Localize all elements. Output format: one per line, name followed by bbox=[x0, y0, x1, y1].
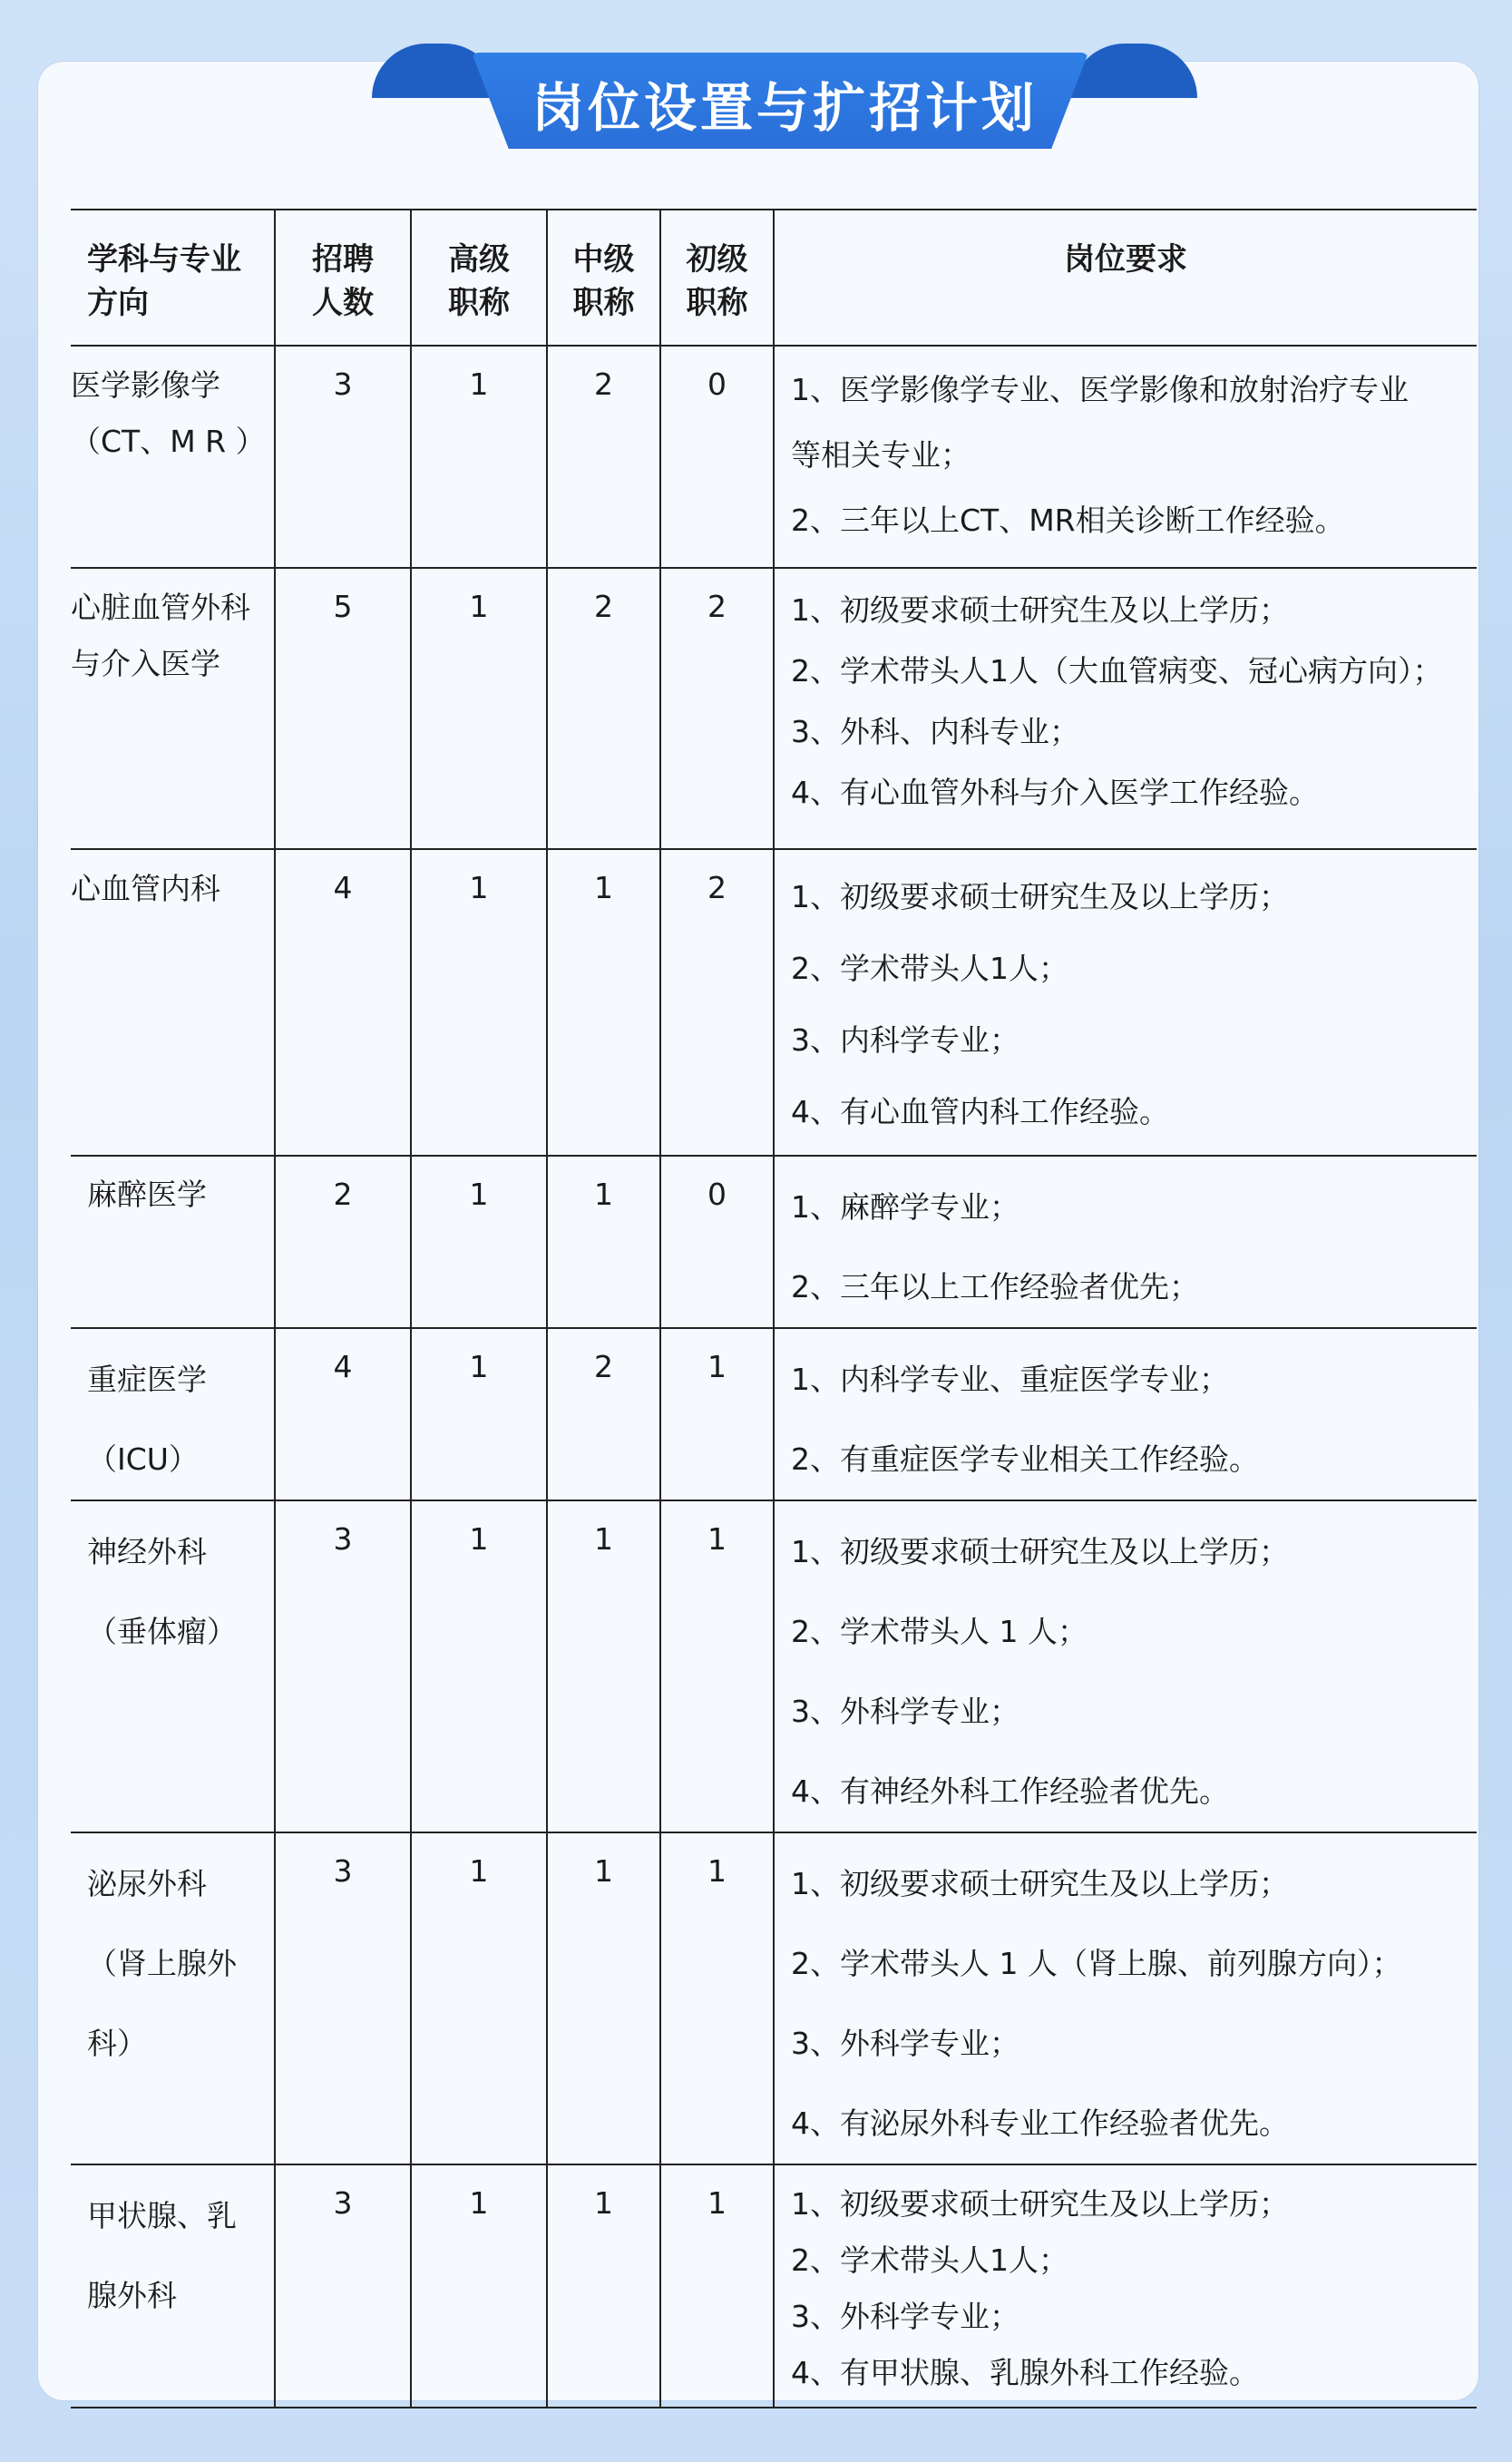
requirement-line: 2、学术带头人 1 人； bbox=[791, 1614, 1088, 1649]
subject-cell bbox=[71, 568, 275, 849]
junior-cell: 1 bbox=[660, 1832, 774, 2164]
junior-cell: 2 bbox=[660, 849, 774, 1156]
count-cell: 3 bbox=[275, 346, 411, 568]
table-row bbox=[71, 2164, 1477, 2408]
senior-cell: 1 bbox=[411, 1156, 547, 1328]
middle-cell: 1 bbox=[547, 1832, 660, 2164]
subject-cell bbox=[71, 1500, 275, 1832]
table-row bbox=[71, 1328, 1477, 1500]
senior-cell: 1 bbox=[411, 568, 547, 849]
requirement-line: 等相关专业； bbox=[791, 437, 971, 473]
requirement-line: 2、有重症医学专业相关工作经验。 bbox=[791, 1441, 1259, 1477]
table-row bbox=[71, 1832, 1477, 2164]
requirement-line: 4、有心血管外科与介入医学工作经验。 bbox=[791, 775, 1319, 810]
subject-line: 心血管内科 bbox=[71, 871, 220, 906]
subject-line: 科） bbox=[87, 2026, 147, 2061]
junior-cell: 1 bbox=[660, 1328, 774, 1500]
header-senior: 高级 职称 bbox=[411, 210, 547, 346]
table-header-row bbox=[71, 210, 1477, 346]
subject-line: 甲状腺、乳 bbox=[87, 2198, 237, 2233]
subject-line: （ICU） bbox=[87, 1441, 199, 1477]
requirement-line: 4、有泌尿外科专业工作经验者优先。 bbox=[791, 2105, 1289, 2141]
count-cell: 3 bbox=[275, 1500, 411, 1832]
requirement-line: 2、三年以上工作经验者优先； bbox=[791, 1269, 1199, 1304]
junior-cell: 1 bbox=[660, 1500, 774, 1832]
requirement-line: 3、外科学专业； bbox=[791, 2026, 1019, 2061]
table-row bbox=[71, 1500, 1477, 1832]
requirements-cell bbox=[774, 2164, 1477, 2408]
requirements-cell bbox=[774, 346, 1477, 568]
requirements-cell bbox=[774, 849, 1477, 1156]
requirement-line: 1、初级要求硕士研究生及以上学历； bbox=[791, 879, 1289, 914]
subject-line: 神经外科 bbox=[87, 1534, 207, 1569]
junior-cell: 1 bbox=[660, 2164, 774, 2408]
position-table bbox=[71, 209, 1477, 2408]
requirement-line: 2、学术带头人 1 人（肾上腺、前列腺方向）； bbox=[791, 1946, 1402, 1981]
table-row bbox=[71, 1156, 1477, 1328]
junior-cell: 0 bbox=[660, 346, 774, 568]
requirement-line: 1、初级要求硕士研究生及以上学历； bbox=[791, 2186, 1289, 2222]
subject-line: （CT、M R ） bbox=[71, 424, 266, 459]
middle-cell: 1 bbox=[547, 1156, 660, 1328]
subject-cell bbox=[71, 1328, 275, 1500]
requirement-line: 1、医学影像学专业、医学影像和放射治疗专业 bbox=[791, 372, 1409, 407]
senior-cell: 1 bbox=[411, 346, 547, 568]
requirement-line: 2、学术带头人1人； bbox=[791, 2242, 1068, 2278]
requirement-line: 3、外科学专业； bbox=[791, 1694, 1019, 1729]
requirement-line: 4、有甲状腺、乳腺外科工作经验。 bbox=[791, 2355, 1259, 2390]
subject-line: 麻醉医学 bbox=[87, 1177, 207, 1212]
subject-line: 腺外科 bbox=[87, 2278, 177, 2313]
title-tab bbox=[372, 44, 1197, 149]
subject-line: 医学影像学 bbox=[71, 367, 220, 403]
header-requirements: 岗位要求 bbox=[774, 210, 1477, 346]
requirement-line: 4、有神经外科工作经验者优先。 bbox=[791, 1773, 1229, 1809]
requirements-cell bbox=[774, 568, 1477, 849]
requirement-line: 1、初级要求硕士研究生及以上学历； bbox=[791, 1534, 1289, 1569]
table-row bbox=[71, 568, 1477, 849]
subject-cell bbox=[71, 346, 275, 568]
requirement-line: 1、初级要求硕士研究生及以上学历； bbox=[791, 1866, 1289, 1901]
subject-cell bbox=[71, 1156, 275, 1328]
subject-line: 与介入医学 bbox=[71, 646, 220, 681]
count-cell: 4 bbox=[275, 1328, 411, 1500]
junior-cell: 0 bbox=[660, 1156, 774, 1328]
requirement-line: 3、内科学专业； bbox=[791, 1022, 1019, 1058]
requirement-line: 3、外科、内科专业； bbox=[791, 714, 1079, 749]
requirements-cell bbox=[774, 1832, 1477, 2164]
subject-line: （肾上腺外 bbox=[87, 1946, 237, 1981]
requirement-line: 2、学术带头人1人； bbox=[791, 951, 1068, 986]
senior-cell: 1 bbox=[411, 1832, 547, 2164]
middle-cell: 1 bbox=[547, 1500, 660, 1832]
requirements-cell bbox=[774, 1156, 1477, 1328]
requirement-line: 2、学术带头人1人（大血管病变、冠心病方向）； bbox=[791, 653, 1443, 689]
subject-cell bbox=[71, 849, 275, 1156]
table-row bbox=[71, 849, 1477, 1156]
junior-cell: 2 bbox=[660, 568, 774, 849]
senior-cell: 1 bbox=[411, 2164, 547, 2408]
header-junior: 初级 职称 bbox=[660, 210, 774, 346]
requirement-line: 3、外科学专业； bbox=[791, 2299, 1019, 2334]
subject-line: 重症医学 bbox=[87, 1362, 207, 1397]
subject-line: 泌尿外科 bbox=[87, 1866, 207, 1901]
subject-line: （垂体瘤） bbox=[87, 1614, 237, 1649]
middle-cell: 1 bbox=[547, 2164, 660, 2408]
requirement-line: 4、有心血管内科工作经验。 bbox=[791, 1094, 1169, 1129]
subject-cell bbox=[71, 1832, 275, 2164]
table-row bbox=[71, 346, 1477, 568]
subject-cell bbox=[71, 2164, 275, 2408]
requirements-cell bbox=[774, 1500, 1477, 1832]
header-middle: 中级 职称 bbox=[547, 210, 660, 346]
requirements-cell bbox=[774, 1328, 1477, 1500]
count-cell: 5 bbox=[275, 568, 411, 849]
header-subject: 学科与专业 方向 bbox=[71, 210, 275, 346]
senior-cell: 1 bbox=[411, 1328, 547, 1500]
middle-cell: 2 bbox=[547, 568, 660, 849]
requirement-line: 1、内科学专业、重症医学专业； bbox=[791, 1362, 1229, 1397]
middle-cell: 1 bbox=[547, 849, 660, 1156]
count-cell: 4 bbox=[275, 849, 411, 1156]
senior-cell: 1 bbox=[411, 849, 547, 1156]
senior-cell: 1 bbox=[411, 1500, 547, 1832]
requirement-line: 2、三年以上CT、MR相关诊断工作经验。 bbox=[791, 503, 1345, 538]
middle-cell: 2 bbox=[547, 1328, 660, 1500]
requirement-line: 1、初级要求硕士研究生及以上学历； bbox=[791, 592, 1289, 628]
count-cell: 3 bbox=[275, 1832, 411, 2164]
middle-cell: 2 bbox=[547, 346, 660, 568]
header-count: 招聘 人数 bbox=[275, 210, 411, 346]
requirement-line: 1、麻醉学专业； bbox=[791, 1189, 1019, 1225]
count-cell: 2 bbox=[275, 1156, 411, 1328]
page-title: 岗位设置与扩招计划 bbox=[531, 77, 1038, 139]
count-cell: 3 bbox=[275, 2164, 411, 2408]
subject-line: 心脏血管外科 bbox=[71, 590, 250, 625]
